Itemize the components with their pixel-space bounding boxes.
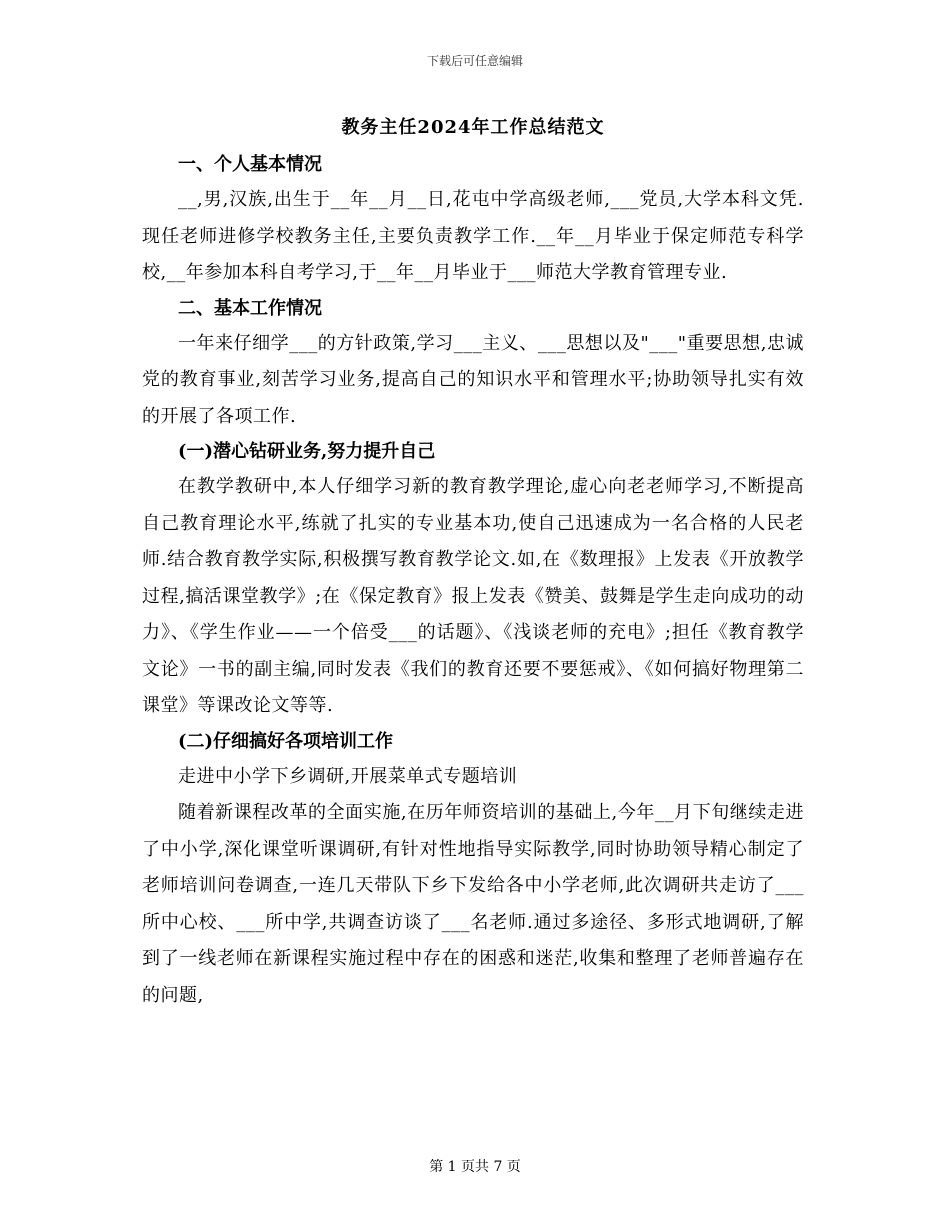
- section-heading-1: 一、个人基本情况: [178, 154, 322, 175]
- subsection-heading-1: (一)潜心钻研业务,努力提升自己: [178, 441, 436, 462]
- subsection-2-intro: 走进中小学下乡调研,开展菜单式专题培训: [178, 765, 518, 787]
- subsection-2-paragraph: 随着新课程改革的全面实施,在历年师资培训的基础上,今年__月下旬继续走进了中小学,深化课堂听课调研,有针对性地指导实际教学,同时协助领导精心制定了老师培训问卷调查,一连几天带队下乡下发给各中小学老师,此次调研共走访了___所中心校、___所中学,共调查访谈了___名老师.通过多途径、多形式地调研,了解到了一线老师在新课程实施过程中存在的困惑和迷茫,收集和整理了老师普遍存在的问题,: [142, 802, 804, 1006]
- document-body: [142, 114, 804, 1014]
- section-heading-2: 二、基本工作情况: [178, 297, 322, 319]
- page-header: 下载后可任意编辑: [426, 54, 523, 68]
- subsection-1-paragraph: 在教学教研中,本人仔细学习新的教育教学理论,虚心向老老师学习,不断提高自己教育理论水平,练就了扎实的专业基本功,使自己迅速成为一名合格的人民老师.结合教育教学实际,积极撰写教育教学论文.如,在《数理报》上发表《开放教学过程,搞活课堂教学》;在《保定教育》报上发表《赞美、鼓舞是学生走向成功的动力》、《学生作业——一个倍受___的话题》、《浅谈老师的充电》;担任《教育教学文论》一书的副主编,同时发表《我们的教育还要不要惩戒》、《如何搞好物理第二课堂》等课改论文等等.: [142, 476, 804, 716]
- subsection-heading-2: (二)仔细搞好各项培训工作: [178, 730, 394, 752]
- section-2-paragraph: 一年来仔细学___的方针政策,学习___主义、___思想以及"___"重要思想,忠诚党的教育事业,刻苦学习业务,提高自己的知识水平和管理水平;协助领导扎实有效的开展了各项工作.: [142, 332, 804, 427]
- section-1-paragraph: __,男,汉族,出生于__年__月__日,花屯中学高级老师,___党员,大学本科文凭.现任老师进修学校教务主任,主要负责教学工作.__年__月毕业于保定师范专科学校,__年参加本科自考学习,于__年__月毕业于___师范大学教育管理专业.: [142, 189, 804, 283]
- page-footer: 第 1 页共 7 页: [429, 1159, 521, 1175]
- document-title: 教务主任2024年工作总结范文: [341, 117, 605, 138]
